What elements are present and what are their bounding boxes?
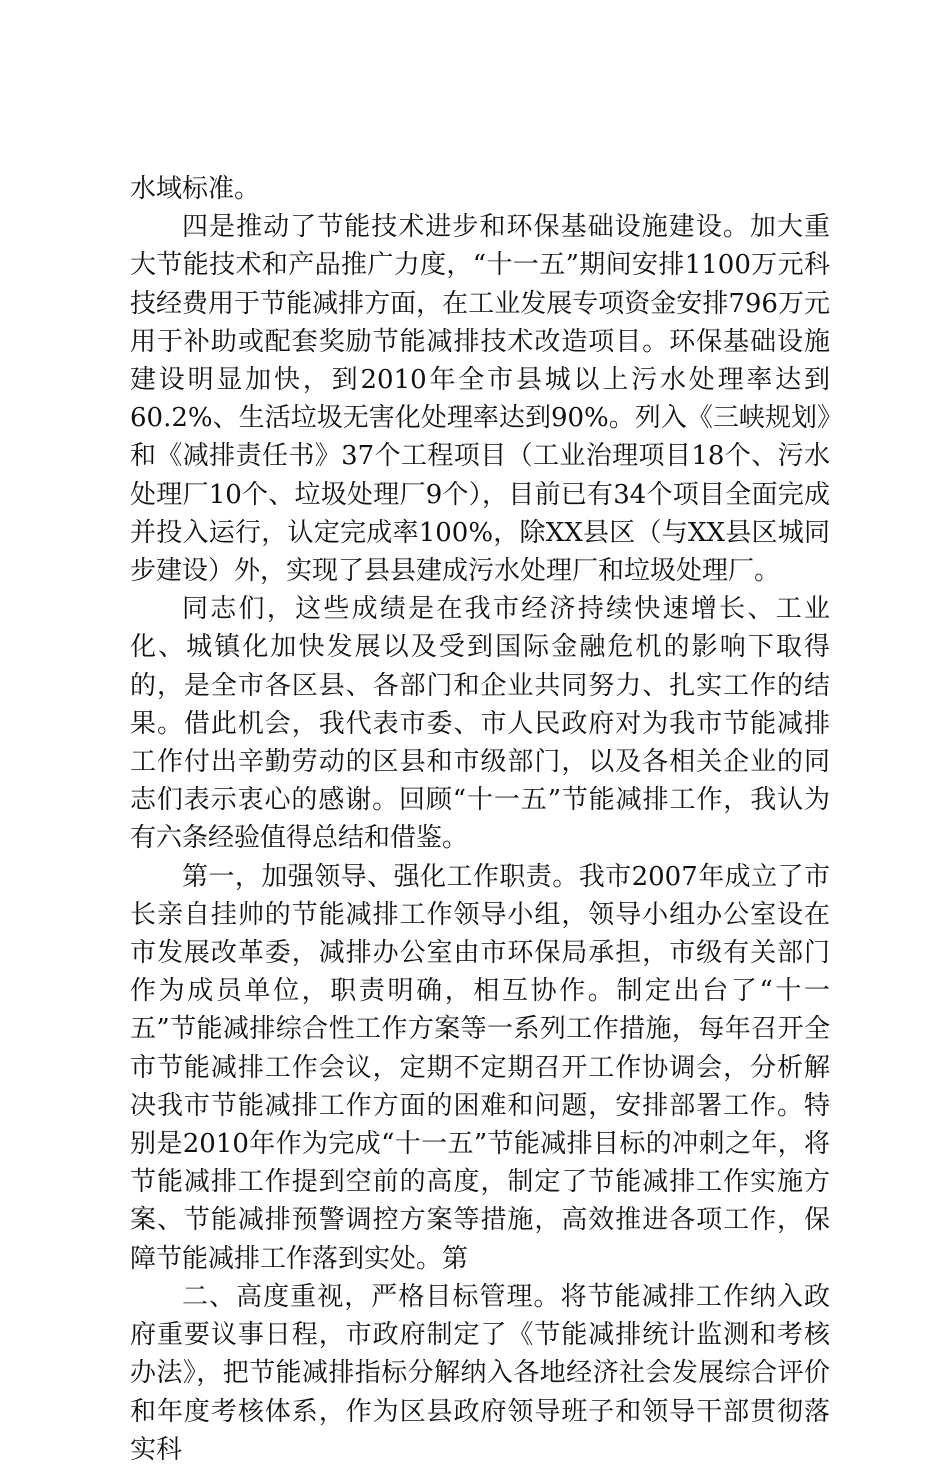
paragraph-acknowledgement: 同志们，这些成绩是在我市经济持续快速增长、工业化、城镇化加快发展以及受到国际金融危机的影响下取得的，是全市各区县、各部门和企业共同努力、扎实工作的结果。借此机会，我代表市委、市人民政府对为我市节能减排工作付出辛勤劳动的区县和市级部门，以及各相关企业的同志们表示衷心的感谢。回顾“十一五”节能减排工作，我认为有六条经验值得总结和借鉴。: [130, 594, 830, 854]
paragraph-infrastructure: 四是推动了节能技术进步和环保基础设施建设。加大重大节能技术和产品推广力度，“十一五”期间安排1100万元科技经费用于节能减排方面，在工业发展专项资金安排796万元用于补助或配套奖励节能减排技术改造项目。环保基础设施建设明显加快，到2010年全市县城以上污水处理率达到60.2%、生活垃圾无害化处理率达到90%。列入《三峡规划》和《减排责任书》37个工程项目（工业治理项目18个、污水处理厂10个、垃圾处理厂9个），目前已有34个项目全面完成并投入运行，认定完成率100%，除XX县区（与XX县区城同步建设）外，实现了县县建成污水处理厂和垃圾处理厂。: [130, 212, 830, 587]
paragraph-continuation: 水域标准。: [130, 174, 261, 204]
paragraph-experience-one: 第一，加强领导、强化工作职责。我市2007年成立了市长亲自挂帅的节能减排工作领导小组，领导小组办公室设在市发展改革委，减排办公室由市环保局承担，市级有关部门作为成员单位，职责明确，相互协作。制定出台了“十一五”节能减排综合性工作方案等一系列工作措施，每年召开全市节能减排工作会议，定期不定期召开工作协调会，分析解决我市节能减排工作方面的困难和问题，安排部署工作。特别是2010年作为完成“十一五”节能减排目标的冲刺之年，将节能减排工作提到空前的高度，制定了节能减排工作实施方案、节能减排预警调控方案等措施，高效推进各项工作，保障节能减排工作落到实处。第: [130, 861, 830, 1274]
paragraph-experience-two: 二、高度重视，严格目标管理。将节能减排工作纳入政府重要议事日程，市政府制定了《节能减排统计监测和考核办法》，把节能减排指标分解纳入各地经济社会发展综合评价和年度考核体系，作为区县政府领导班子和领导干部贯彻落实科: [130, 1281, 830, 1465]
document-body: [130, 170, 830, 1469]
